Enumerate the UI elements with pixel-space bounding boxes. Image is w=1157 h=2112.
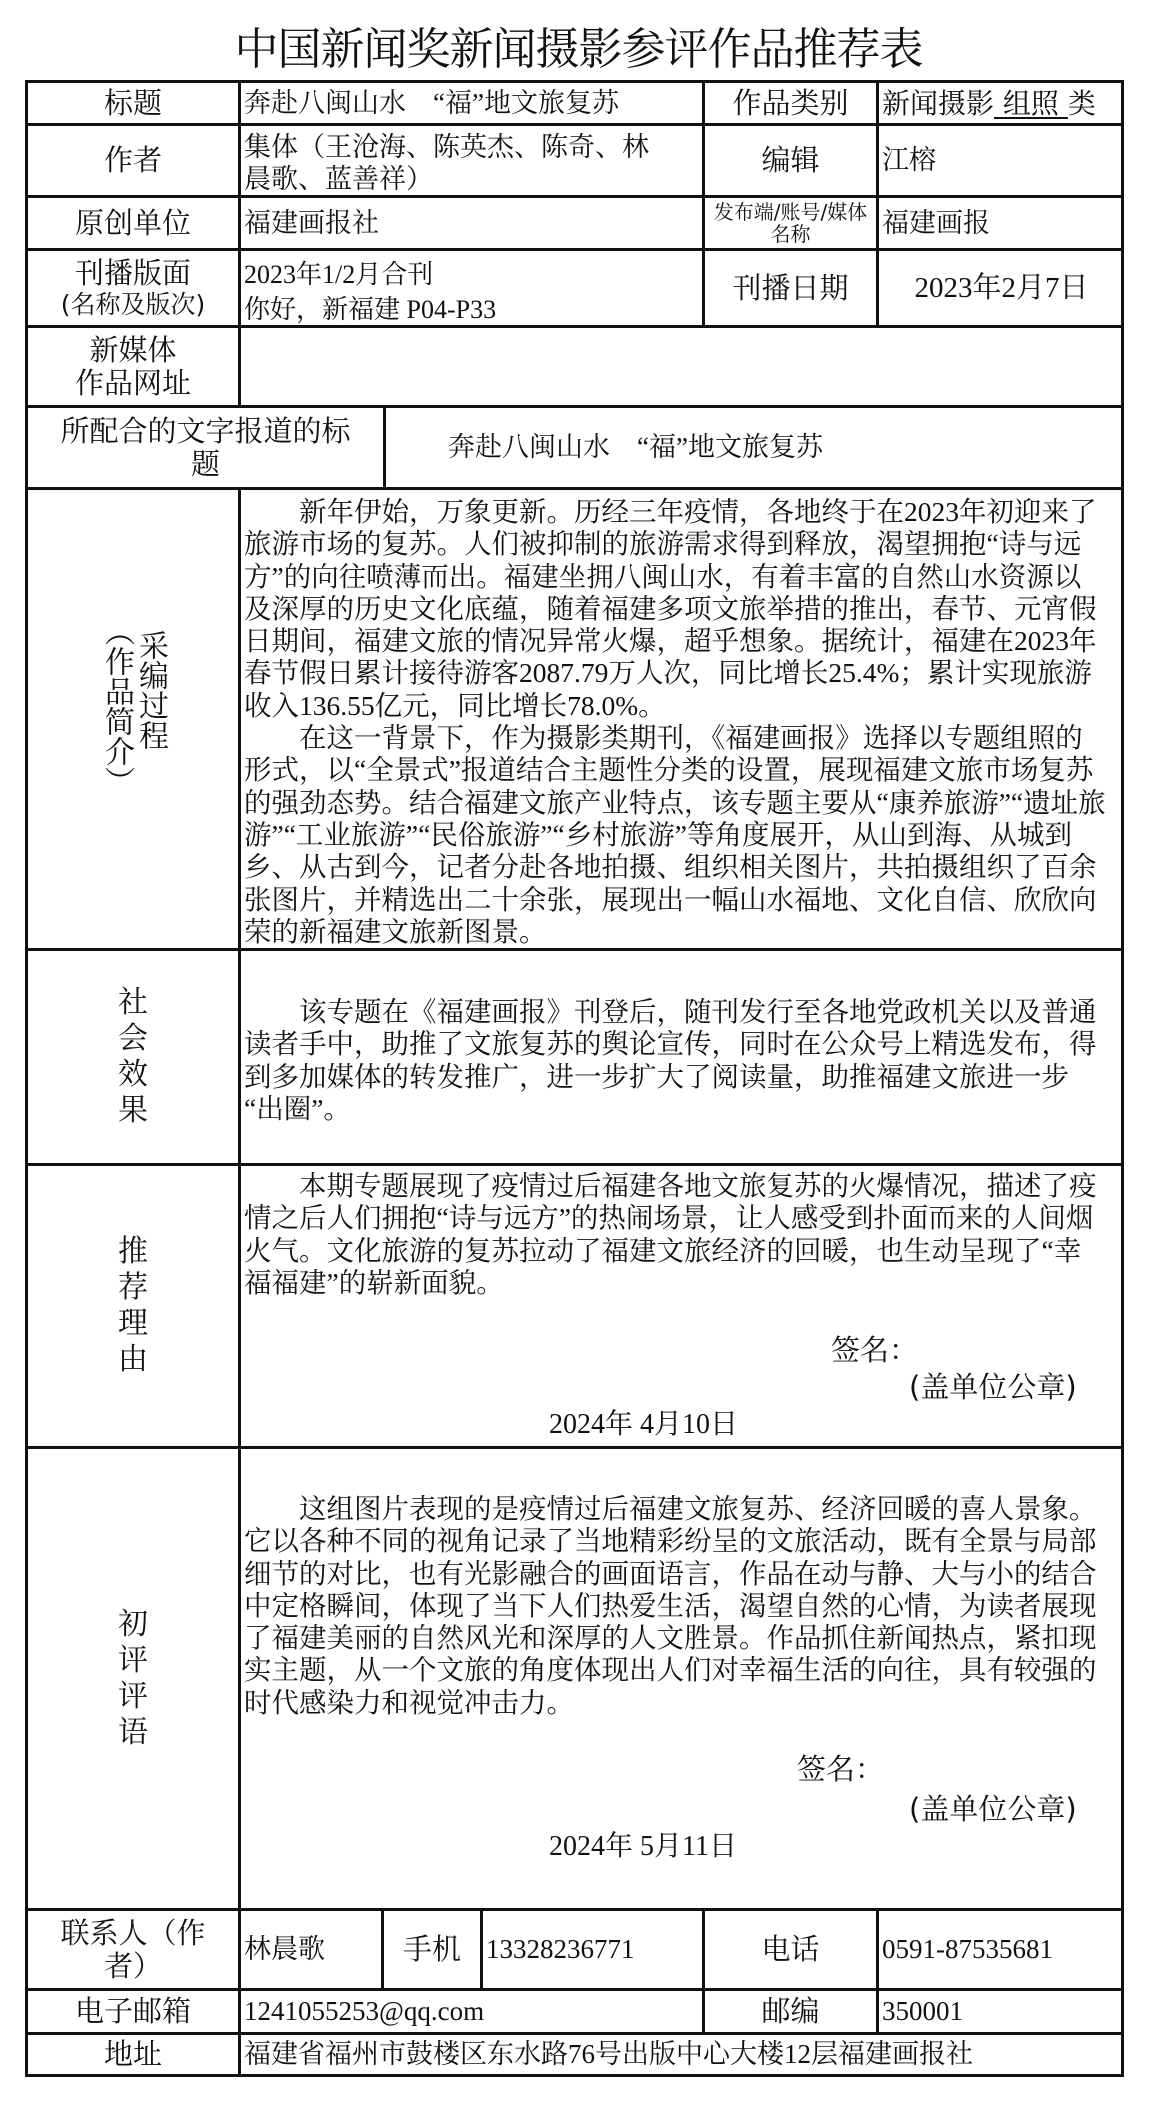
layout-label-sub: (名称及版次) bbox=[60, 289, 206, 319]
author-label: 作者 bbox=[25, 123, 241, 198]
zip-label: 邮编 bbox=[702, 1988, 879, 2035]
url-value bbox=[238, 325, 1124, 408]
title-label: 标题 bbox=[25, 80, 241, 126]
contact-label bbox=[25, 1908, 241, 1991]
effect-text bbox=[244, 996, 1118, 1125]
layout-label bbox=[25, 248, 241, 328]
process-line: 方”的向往喷薄而出。福建坐拥八闽山水，有着丰富的自然山水资源以 bbox=[244, 560, 1082, 592]
process-line: 在这一背景下，作为摄影类期刊，《福建画报》选择以专题组照的 bbox=[244, 722, 1083, 754]
process-label-sub: （作品简介） bbox=[99, 616, 134, 796]
category-prefix: 新闻摄影 bbox=[882, 86, 995, 120]
review-line: 它以各种不同的视角记录了当地精彩纷呈的文旅活动，既有全景与局部 bbox=[244, 1525, 1097, 1557]
unit-label: 原创单位 bbox=[25, 195, 241, 251]
author-line: 晨歌、蓝善祥） bbox=[244, 164, 433, 194]
address-label: 地址 bbox=[25, 2032, 241, 2077]
process-line: 收入136.55亿元，同比增长78.0%。 bbox=[244, 689, 666, 721]
review-line: 中定格瞬间，体现了当下人们热爱生活，渴望自然的心情，为读者展现 bbox=[244, 1589, 1097, 1621]
reason-label bbox=[25, 1163, 241, 1449]
effect-label-char: 果 bbox=[118, 1093, 148, 1128]
reason-content bbox=[238, 1163, 1124, 1449]
review-text bbox=[244, 1493, 1118, 1719]
reason-date: 2024年 4月10日 bbox=[549, 1409, 739, 1440]
review-line: 这组图片表现的是疫情过后福建文旅复苏、经济回暖的喜人景象。 bbox=[244, 1493, 1097, 1524]
reason-line: 火气。文化旅游的复苏拉动了福建文旅经济的回暖，也生动呈现了“幸 bbox=[244, 1234, 1082, 1266]
process-line: 及深厚的历史文化底蕴，随着福建多项文旅举措的推出，春节、元宵假 bbox=[244, 592, 1097, 624]
process-line: 新年伊始，万象更新。历经三年疫情，各地终于在2023年初迎来了 bbox=[244, 496, 1097, 527]
process-label-columns bbox=[28, 616, 238, 796]
process-line: 乡、从古到今，记者分赴各地拍摄、组织相关图片，共拍摄组织了百余 bbox=[244, 851, 1097, 883]
media-label-line: 发布端/账号/媒体 bbox=[713, 200, 868, 224]
effect-label-char: 会 bbox=[118, 1021, 148, 1056]
address-value: 福建省福州市鼓楼区东水路76号出版中心大楼12层福建画报社 bbox=[238, 2032, 1124, 2077]
review-content bbox=[238, 1446, 1124, 1911]
process-line: 游”“工业旅游”“民俗旅游”“乡村旅游”等角度展开，从山到海、从城到 bbox=[244, 818, 1072, 850]
category-suffix: 类 bbox=[1067, 86, 1096, 120]
review-label-char: 评 bbox=[118, 1642, 148, 1678]
review-date: 2024年 5月11日 bbox=[549, 1831, 737, 1862]
effect-line: 该专题在《福建画报》刊登后，随刊发行至各地党政机关以及普通 bbox=[244, 996, 1097, 1027]
process-line: 荣的新福建文旅新图景。 bbox=[244, 915, 547, 947]
url-label-line: 作品网址 bbox=[74, 365, 191, 400]
process-label-main: 采编过程 bbox=[133, 630, 168, 750]
url-label-line: 新媒体 bbox=[89, 332, 177, 367]
phone-label: 电话 bbox=[702, 1908, 879, 1991]
layout-label-main: 刊播版面 bbox=[74, 255, 191, 290]
date-label: 刊播日期 bbox=[702, 248, 879, 328]
category-underlined: 组照 bbox=[994, 86, 1068, 120]
phone-value: 0591-87535681 bbox=[876, 1908, 1124, 1991]
author-line: 集体（王沧海、陈英杰、陈奇、林 bbox=[244, 132, 649, 162]
editor-label: 编辑 bbox=[702, 123, 879, 198]
review-line: 实主题，从一个文旅的角度体现出人们对幸福生活的向往，具有较强的 bbox=[244, 1654, 1097, 1686]
contact-label-line: 联系人（作 bbox=[60, 1915, 206, 1950]
reason-line: 情之后人们拥抱“诗与远方”的热闹场景，让人感受到扑面而来的人间烟 bbox=[244, 1202, 1094, 1234]
unit-value: 福建画报社 bbox=[238, 195, 705, 251]
process-line: 张图片，并精选出二十余张，展现出一幅山水福地、文化自信、欣欣向 bbox=[244, 883, 1097, 915]
title-value: 奔赴八闽山水 “福”地文旅复苏 bbox=[238, 80, 705, 126]
effect-label-char: 效 bbox=[118, 1057, 148, 1092]
reason-text bbox=[244, 1170, 1118, 1299]
effect-content bbox=[238, 948, 1124, 1166]
review-label bbox=[25, 1446, 241, 1911]
reason-seal-label: (盖单位公章) bbox=[909, 1370, 1077, 1404]
review-seal-label: (盖单位公章) bbox=[909, 1792, 1077, 1826]
review-line: 细节的对比，也有光影融合的画面语言，作品在动与静、大与小的结合 bbox=[244, 1557, 1097, 1589]
process-line: 的强劲态势。结合福建文旅产业特点，该专题主要从“康养旅游”“遗址旅 bbox=[244, 786, 1106, 818]
author-value bbox=[238, 123, 705, 198]
category-label: 作品类别 bbox=[702, 80, 879, 126]
process-line: 春节假日累计接待游客2087.79万人次，同比增长25.4%；累计实现旅游 bbox=[244, 657, 1092, 689]
process-text bbox=[244, 496, 1118, 948]
text-title-value: 奔赴八闽山水 “福”地文旅复苏 bbox=[383, 405, 1124, 490]
effect-label bbox=[25, 948, 241, 1166]
text-title-label-line: 所配合的文字报道的标 bbox=[60, 413, 351, 448]
email-value: 1241055253@qq.com bbox=[238, 1988, 705, 2035]
reason-label-char: 由 bbox=[118, 1342, 148, 1377]
email-label: 电子邮箱 bbox=[25, 1988, 241, 2035]
effect-line: 读者手中，助推了文旅复苏的舆论宣传，同时在公众号上精选发布，得 bbox=[244, 1028, 1097, 1060]
effect-line: 到多加媒体的转发推广，进一步扩大了阅读量，助推福建文旅进一步 bbox=[244, 1060, 1069, 1092]
layout-value bbox=[238, 248, 705, 328]
form-title: 中国新闻奖新闻摄影参评作品推荐表 bbox=[234, 24, 923, 75]
process-label bbox=[25, 487, 241, 951]
review-signature-label: 签名： bbox=[797, 1752, 885, 1786]
reason-label-char: 理 bbox=[118, 1306, 148, 1341]
reason-signature-label: 签名： bbox=[831, 1333, 919, 1367]
media-value: 福建画报 bbox=[876, 195, 1124, 251]
effect-label-char: 社 bbox=[118, 985, 148, 1020]
reason-label-char: 荐 bbox=[118, 1270, 148, 1305]
layout-value-line: 2023年1/2月合刊 bbox=[244, 260, 434, 289]
process-line: 旅游市场的复苏。人们被抑制的旅游需求得到释放，渴望拥抱“诗与远 bbox=[244, 528, 1082, 560]
process-line: 形式，以“全景式”报道结合主题性分类的设置，展现福建文旅市场复苏 bbox=[244, 754, 1094, 786]
review-label-char: 初 bbox=[118, 1606, 148, 1642]
reason-label-char: 推 bbox=[118, 1234, 148, 1269]
text-title-label bbox=[25, 405, 386, 490]
editor-value: 江榕 bbox=[876, 123, 1124, 198]
mobile-label: 手机 bbox=[381, 1908, 483, 1991]
review-label-char: 语 bbox=[118, 1714, 148, 1750]
layout-value-line: 你好，新福建 P04-P33 bbox=[244, 295, 497, 324]
review-line: 时代感染力和视觉冲击力。 bbox=[244, 1686, 574, 1718]
process-content bbox=[238, 487, 1124, 951]
mobile-value: 13328236771 bbox=[480, 1908, 705, 1991]
process-line: 日期间，福建文旅的情况异常火爆，超乎想象。据统计，福建在2023年 bbox=[244, 625, 1097, 657]
date-value: 2023年2月7日 bbox=[876, 248, 1124, 328]
media-label-line: 名称 bbox=[770, 222, 811, 246]
text-title-label-line: 题 bbox=[190, 446, 220, 481]
url-label bbox=[25, 325, 241, 408]
category-value bbox=[876, 80, 1124, 126]
zip-value: 350001 bbox=[876, 1988, 1124, 2035]
reason-line: 福福建”的崭新面貌。 bbox=[244, 1266, 504, 1298]
contact-label-line: 者） bbox=[103, 1948, 162, 1983]
review-label-char: 评 bbox=[118, 1678, 148, 1714]
media-label bbox=[702, 195, 879, 251]
reason-line: 本期专题展现了疫情过后福建各地文旅复苏的火爆情况，描述了疫 bbox=[244, 1170, 1097, 1201]
effect-line: “出圈”。 bbox=[244, 1092, 351, 1124]
contact-value: 林晨歌 bbox=[238, 1908, 384, 1991]
review-line: 了福建美丽的自然风光和深厚的人文胜景。作品抓住新闻热点，紧扣现 bbox=[244, 1622, 1097, 1654]
